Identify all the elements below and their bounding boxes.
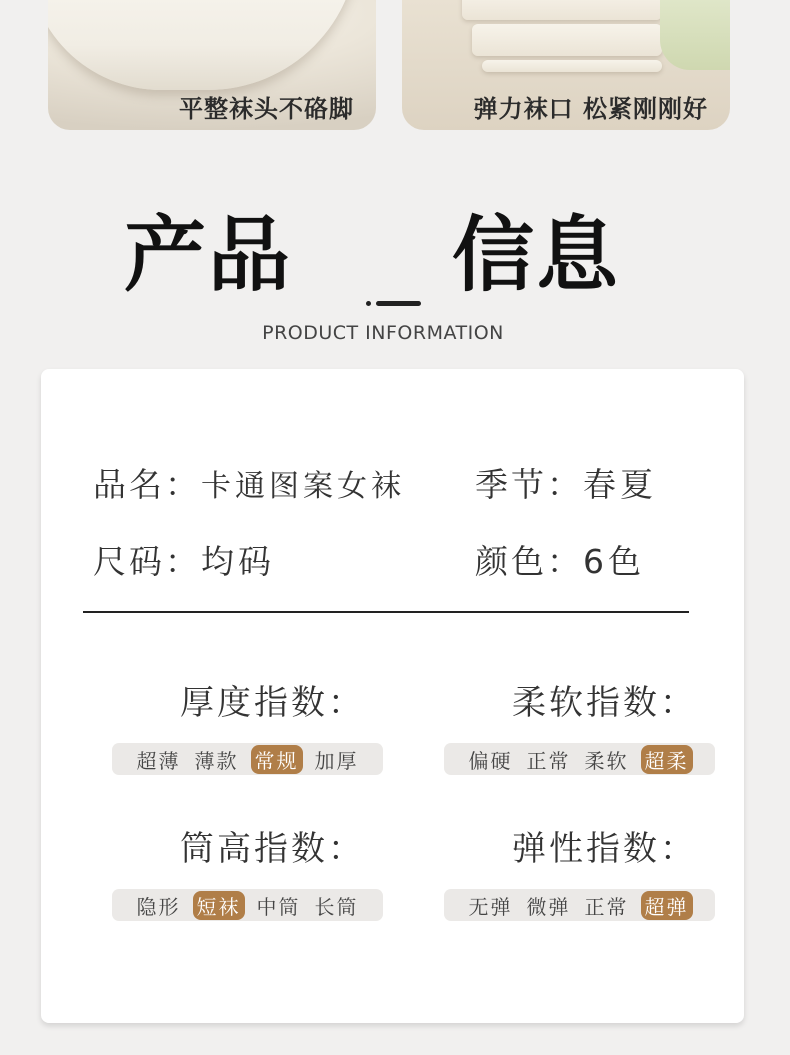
info-label: 颜色： [475,542,583,581]
info-label: 尺码： [93,542,201,581]
info-value: 均码 [201,542,275,581]
sock-fold-image [472,24,662,56]
info-color [475,536,645,583]
info-size [93,536,275,583]
index-option-selected: 短袜 [193,891,245,920]
index-option-selected: 超弹 [641,891,693,920]
decor-dash [376,301,421,306]
info-value: 卡通图案女袜 [201,469,405,504]
photo-caption: 弹力袜口 松紧刚刚好 [473,95,708,123]
photo-caption: 平整袜头不硌脚 [179,95,354,123]
index-option: 薄款 [194,748,239,773]
decor-dot [366,301,371,306]
sock-fold-image [482,60,662,72]
info-product-name [93,459,405,506]
sock-toe-image [48,0,358,90]
section-subtitle: PRODUCT INFORMATION [262,322,504,344]
index-option: 偏硬 [468,748,513,773]
index-option: 微弹 [526,894,571,919]
softness-index-scale [444,743,715,775]
index-option: 中筒 [256,894,301,919]
product-photo-toe [48,0,376,130]
info-season [475,459,657,506]
sock-cuff-image [660,0,730,70]
index-option: 长筒 [314,894,359,919]
product-photo-cuff [402,0,730,130]
info-value: 6色 [583,542,645,581]
index-option: 无弹 [468,894,513,919]
index-option: 正常 [584,894,629,919]
softness-index-title: 柔软指数： [512,683,697,723]
height-index-title: 筒高指数： [180,829,365,869]
sock-fold-image [462,0,662,20]
elasticity-index-title: 弹性指数： [512,829,697,869]
height-index-scale [112,889,383,921]
index-option: 正常 [526,748,571,773]
index-option-selected: 常规 [251,745,303,774]
index-option: 柔软 [584,748,629,773]
thickness-index-scale [112,743,383,775]
index-option: 隐形 [136,894,181,919]
info-label: 季节： [475,465,583,504]
section-title-right: 信息 [452,208,621,303]
index-option-selected: 超柔 [641,745,693,774]
info-value: 春夏 [583,465,657,504]
section-title-left: 产品 [124,208,293,303]
thickness-index-title: 厚度指数： [180,683,365,723]
elasticity-index-scale [444,889,715,921]
divider [83,611,689,613]
index-option: 加厚 [314,748,359,773]
index-option: 超薄 [136,748,181,773]
info-label: 品名： [93,465,201,504]
